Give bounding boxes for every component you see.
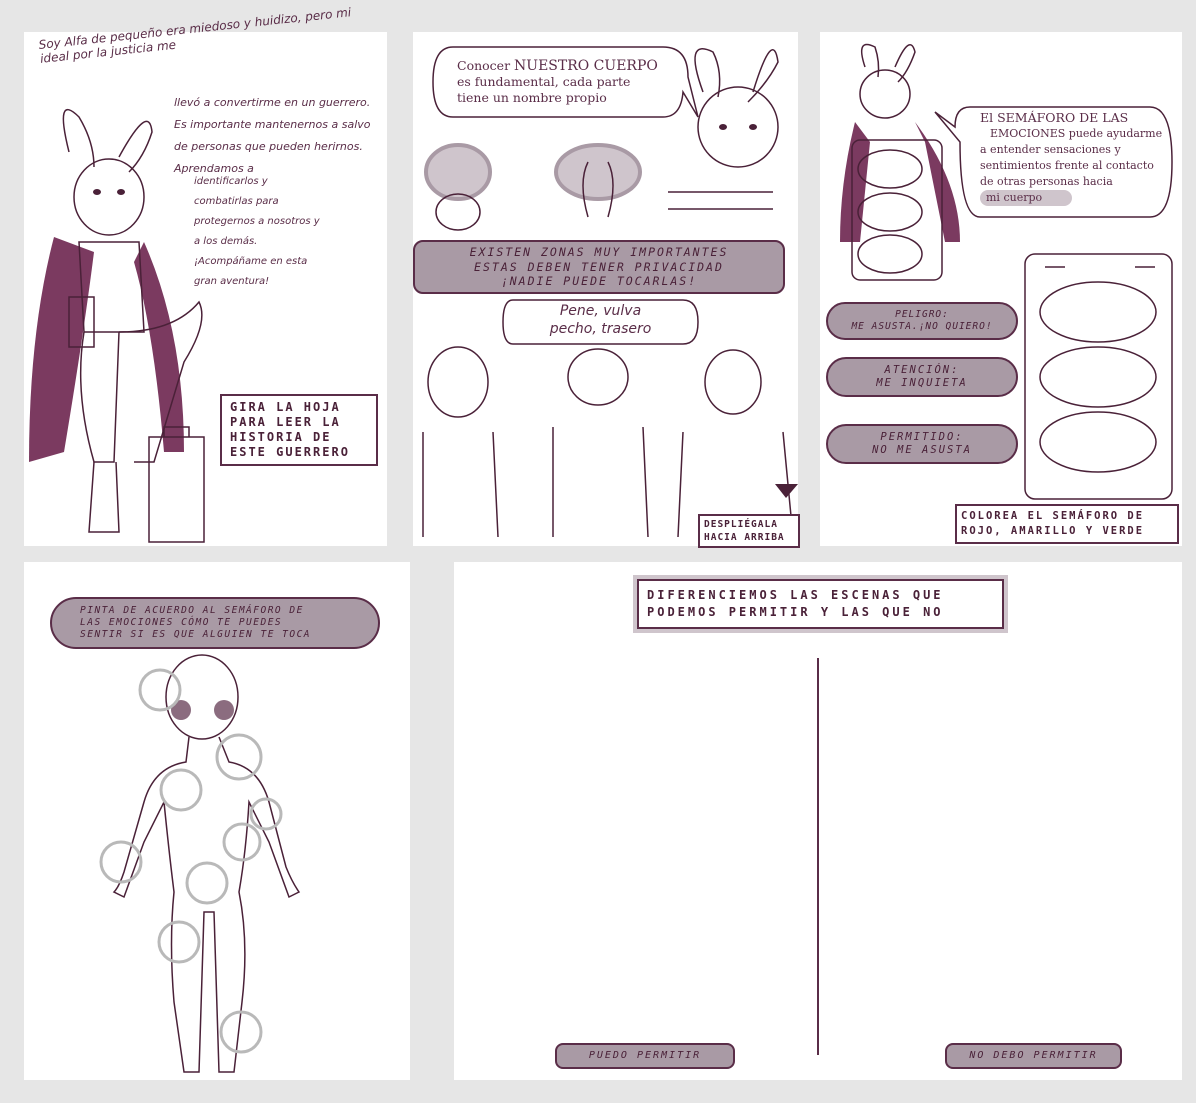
privacy-zones-banner: [413, 240, 785, 294]
can-allow-label: PUEDO PERMITIR: [555, 1043, 735, 1069]
caution-pill: [826, 357, 1018, 397]
privacy-banner-line: ESTAS DEBEN TENER PRIVACIDAD: [474, 259, 724, 274]
turn-page-instruction-box: [220, 394, 378, 466]
privacy-banner-line: EXISTEN ZONAS MUY IMPORTANTES: [469, 245, 729, 260]
bubble-line1-b: NUESTRO CUERPO: [514, 58, 658, 74]
color-box-line: ROJO, AMARILLO Y VERDE: [961, 525, 1145, 537]
must-not-allow-label: NO DEBO PERMITIR: [945, 1043, 1122, 1069]
scenes-title-box: [637, 579, 1004, 629]
unfold-line: DESPLIÉGALA: [704, 519, 778, 530]
danger-pill: [826, 302, 1018, 340]
danger-pill-line2: ME ASUSTA.¡NO QUIERO!: [851, 321, 993, 332]
traffic-bubble-line: de otras personas hacia: [980, 175, 1113, 188]
panel-body-coloring: [24, 562, 410, 1080]
panel-scenes-comparison: [454, 562, 1182, 1080]
traffic-bubble-line: a entender sensaciones y: [980, 143, 1121, 156]
bubble-line2: es fundamental, cada parte: [457, 74, 631, 89]
panel-know-our-body: [413, 32, 798, 546]
danger-pill-line1: PELIGRO:: [895, 309, 949, 321]
spiral-story-text-middle: llevó a convertirme en un guerrero. Es importante mantenernos a salvo de personas que pueden herirnos. Aprendamos a: [174, 96, 371, 175]
bubble-line3: tiene un nombre propio: [457, 90, 607, 105]
turn-page-line: HISTORIA DE: [230, 430, 332, 444]
turn-page-line: GIRA LA HOJA: [230, 400, 341, 414]
bubble-line1-a: Conocer: [457, 58, 515, 73]
body-parts-speech-text: [508, 302, 693, 338]
panel-emotion-traffic-light: [820, 32, 1182, 546]
traffic-bubble-line: sentimientos frente al contacto: [980, 159, 1154, 172]
traffic-light-bubble-text: [980, 110, 1170, 206]
unfold-line: HACIA ARRIBA: [704, 532, 785, 543]
privacy-banner-line: ¡NADIE PUEDE TOCARLAS!: [500, 274, 698, 289]
column-divider: [817, 658, 819, 1055]
allowed-pill-line1: PERMITIDO:: [880, 430, 964, 443]
paint-instruction-banner: [50, 597, 380, 649]
panel-warrior-story: [24, 5, 387, 546]
scenes-title-line: DIFERENCIEMOS LAS ESCENAS QUE: [647, 588, 944, 602]
speech-line: Pene, vulva: [559, 303, 642, 319]
paint-banner-line: PINTA DE ACUERDO AL SEMÁFORO DE: [80, 605, 304, 617]
allowed-pill-line2: NO ME ASUSTA: [872, 444, 972, 456]
caution-pill-line1: ATENCIÓN:: [884, 363, 960, 376]
paint-banner-line: SENTIR SI ES QUE ALGUIEN TE TOCA: [80, 628, 312, 640]
traffic-bubble-line: EMOCIONES puede ayudarme: [990, 127, 1163, 140]
caution-pill-line2: ME INQUIETA: [876, 377, 968, 389]
spiral-story-text-inner: identificarlos y combatirlas para protegernos a nosotros y a los demás. ¡Acompáñame en esta gran aventura!: [194, 176, 320, 287]
speech-line: pecho, trasero: [549, 321, 652, 337]
allowed-pill: [826, 424, 1018, 464]
traffic-bubble-line: mi cuerpo: [980, 190, 1072, 206]
body-bubble-text: [457, 58, 687, 106]
spiral-story-text-top: Soy Alfa de pequeño era miedoso y huidizo, pero mi ideal por la justicia me: [38, 5, 352, 66]
turn-page-line: ESTE GUERRERO: [230, 445, 350, 459]
color-box-line: COLOREA EL SEMÁFORO DE: [961, 510, 1145, 522]
color-traffic-light-box: [955, 504, 1179, 544]
traffic-bubble-line: El SEMÁFORO DE LAS: [980, 110, 1129, 125]
unfold-instruction-box: [698, 514, 800, 548]
scenes-title-line: PODEMOS PERMITIR Y LAS QUE NO: [647, 605, 944, 619]
turn-page-line: PARA LEER LA: [230, 415, 341, 429]
paint-banner-line: LAS EMOCIONES CÓMO TE PUEDES: [80, 617, 283, 629]
